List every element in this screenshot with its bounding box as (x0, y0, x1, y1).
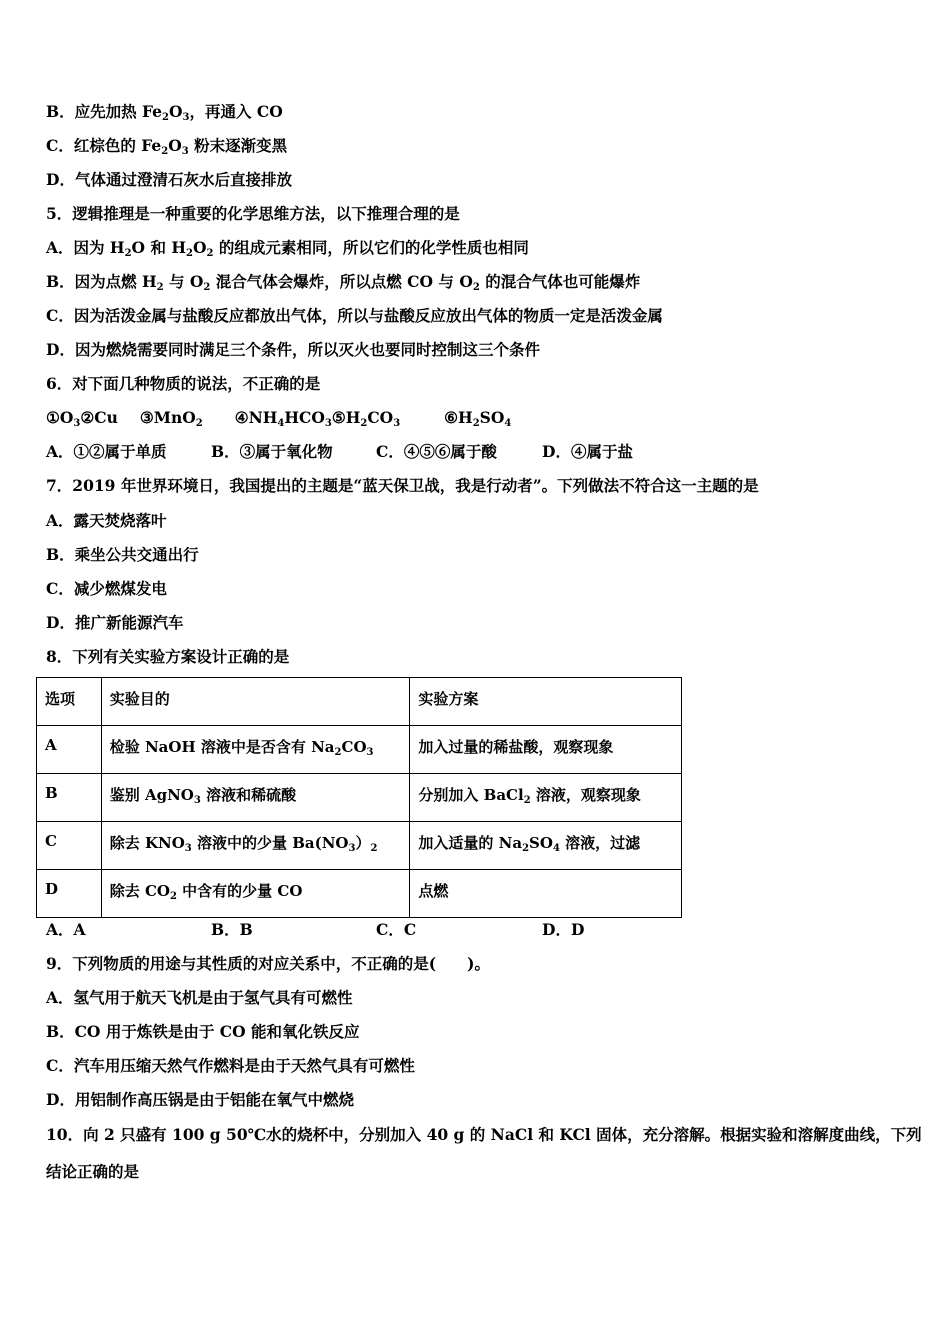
row-goal: 除去 $CO_2$ 中含有的少量 CO (101, 870, 410, 918)
row-goal: 检验 NaOH 溶液中是否含有 $Na_2CO_3$ (101, 726, 410, 774)
q5-stem: 5．逻辑推理是一种重要的化学思维方法，以下推理合理的是 (46, 204, 460, 223)
q9-option-a: A．氢气用于航天飞机是由于氢气具有可燃性 (46, 988, 353, 1007)
q6-option-b: B．③属于氧化物 (211, 442, 333, 461)
q9-option-d: D．用铝制作高压锅是由于铝能在氧气中燃烧 (46, 1090, 354, 1109)
q6-substances: $①O_3②Cu$ ③MnO$_2$ $④NH_4HCO_3⑤H_2CO_3$ $⑥H_2SO_4$ (46, 408, 512, 429)
q8-option-c: C．C (376, 920, 417, 939)
table-row (37, 822, 682, 870)
table-header-row (37, 678, 682, 726)
row-option: D (37, 870, 102, 918)
q6-options (46, 442, 926, 462)
row-plan: 加入适量的 $Na_2SO_4$ 溶液，过滤 (410, 822, 682, 870)
row-option: B (37, 774, 102, 822)
q4-option-c: C．红棕色的 $Fe_2O_3$ 粉末逐渐变黑 (46, 136, 288, 157)
header-plan: 实验方案 (410, 678, 682, 726)
table-row (37, 774, 682, 822)
q8-stem: 8．下列有关实验方案设计正确的是 (46, 647, 290, 666)
q7-option-b: B．乘坐公共交通出行 (46, 545, 199, 564)
q7-option-a: A．露天焚烧落叶 (46, 511, 167, 530)
q5-option-b: B．因为点燃 $H_2$ 与 $O_2$ 混合气体会爆炸，所以点燃 CO 与 $O_2$ 的混合气体也可能爆炸 (46, 272, 641, 293)
row-goal: 鉴别 AgNO$_3$ 溶液和稀硫酸 (101, 774, 410, 822)
q6-option-d: D．④属于盐 (542, 442, 633, 461)
q8-option-b: B．B (211, 920, 253, 939)
q9-stem: 9．下列物质的用途与其性质的对应关系中，不正确的是( )。 (46, 954, 490, 973)
q5-option-c: C．因为活泼金属与盐酸反应都放出气体，所以与盐酸反应放出气体的物质一定是活泼金属 (46, 306, 663, 325)
header-option: 选项 (37, 678, 102, 726)
q8-option-a: A．A (46, 920, 86, 939)
q8-options (46, 920, 926, 940)
q4-option-b: B．应先加热 $Fe_2O_3$，再通入 CO (46, 102, 283, 123)
row-plan: 分别加入 BaCl$_2$ 溶液，观察现象 (410, 774, 682, 822)
q6-option-a: A．①②属于单质 (46, 442, 167, 461)
q5-option-d: D．因为燃烧需要同时满足三个条件，所以灭火也要同时控制这三个条件 (46, 340, 540, 359)
row-option: C (37, 822, 102, 870)
table-row (37, 726, 682, 774)
q8-option-d: D．D (542, 920, 585, 939)
q7-stem: 7．2019 年世界环境日，我国提出的主题是“蓝天保卫战，我是行动者”。下列做法不符合这一主题的是 (46, 476, 759, 495)
q7-option-c: C．减少燃煤发电 (46, 579, 167, 598)
q10-stem-line2: 结论正确的是 (46, 1162, 140, 1181)
row-option: A (37, 726, 102, 774)
q10-stem-line1: 10．向 2 只盛有 100 g 50℃水的烧杯中，分别加入 40 g 的 NaCl 和 KCl 固体，充分溶解。根据实验和溶解度曲线，下列 (46, 1125, 922, 1144)
row-plan: 点燃 (410, 870, 682, 918)
q5-option-a: A．因为 $H_2O$ 和 $H_2O_2$ 的组成元素相同，所以它们的化学性质也相同 (46, 238, 529, 259)
q7-option-d: D．推广新能源汽车 (46, 613, 184, 632)
row-goal: 除去 $KNO_3$ 溶液中的少量 $Ba(NO_3)_2$ (101, 822, 410, 870)
q6-stem: 6．对下面几种物质的说法，不正确的是 (46, 374, 321, 393)
q9-option-c: C．汽车用压缩天然气作燃料是由于天然气具有可燃性 (46, 1056, 415, 1075)
q9-option-b: B．CO 用于炼铁是由于 CO 能和氧化铁反应 (46, 1022, 360, 1041)
header-goal: 实验目的 (101, 678, 410, 726)
q6-option-c: C．④⑤⑥属于酸 (376, 442, 497, 461)
q8-table (36, 677, 682, 918)
q4-option-d: D．气体通过澄清石灰水后直接排放 (46, 170, 292, 189)
table-row (37, 870, 682, 918)
row-plan: 加入过量的稀盐酸，观察现象 (410, 726, 682, 774)
